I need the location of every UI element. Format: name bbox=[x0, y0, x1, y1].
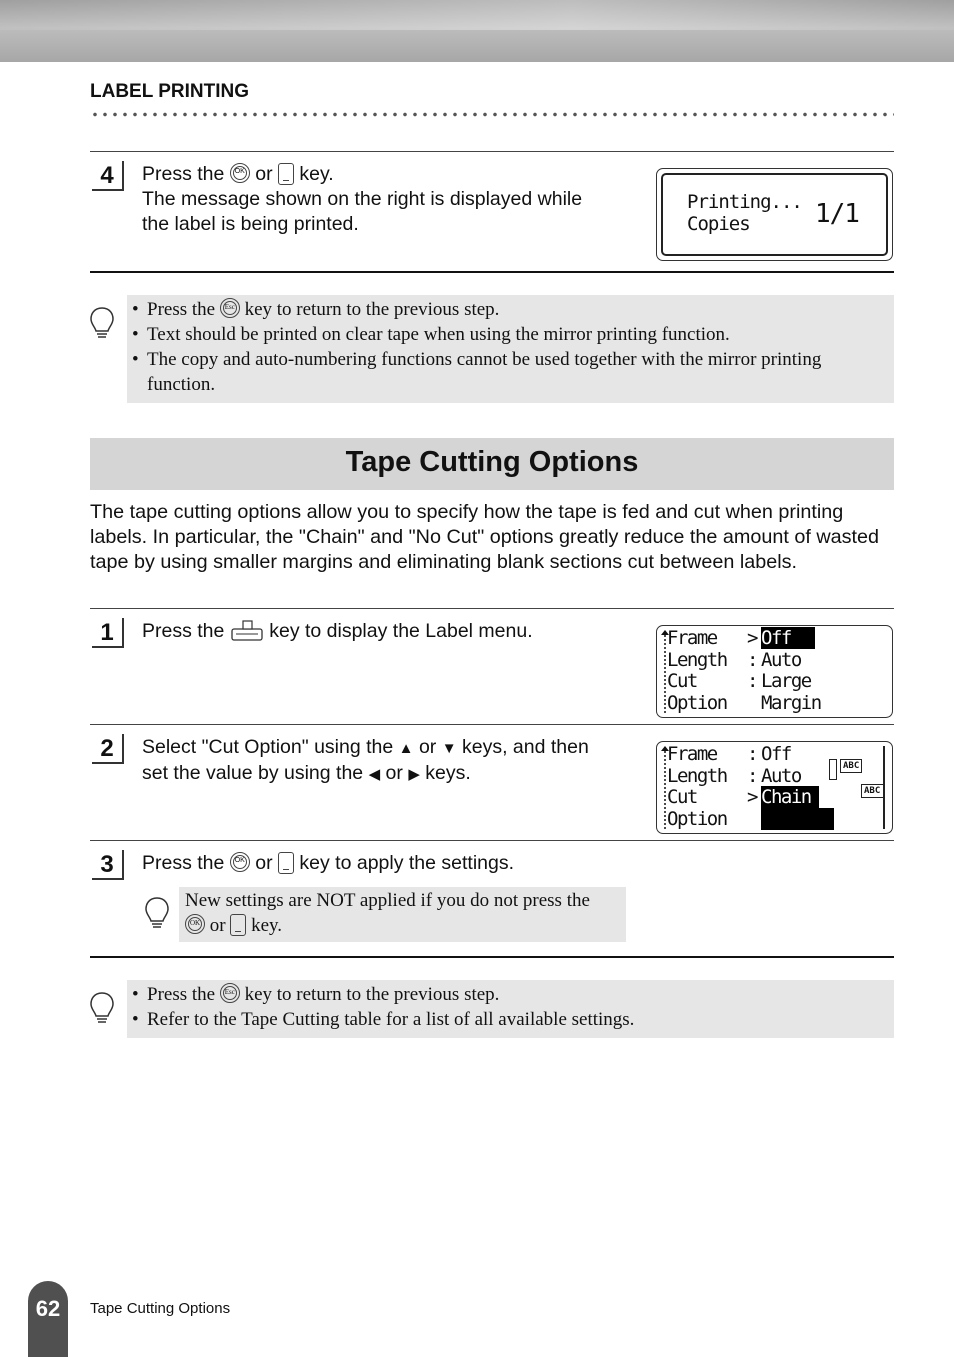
esc-icon: Esc bbox=[220, 298, 240, 318]
divider bbox=[90, 151, 894, 152]
lcd-line: Copies bbox=[687, 213, 750, 235]
enter-key-icon bbox=[230, 914, 246, 936]
left-arrow-icon: ◀ bbox=[368, 766, 381, 783]
lcd-edge bbox=[883, 746, 885, 829]
right-arrow-icon: ▶ bbox=[408, 766, 420, 783]
divider bbox=[90, 724, 894, 725]
esc-icon: Esc bbox=[220, 983, 240, 1003]
lcd-menu-values: Off Auto Chain bbox=[761, 744, 834, 830]
lcd-colons: : : > bbox=[747, 743, 757, 808]
ok-icon: OK bbox=[185, 914, 205, 934]
lcd-menu-values: Off Auto Large Margin bbox=[761, 627, 821, 714]
list-item: • Press the Esc key to return to the previous step. bbox=[127, 297, 874, 322]
lcd-menu-labels: Frame Length Cut Option bbox=[667, 627, 727, 714]
tape-preview-icon bbox=[829, 759, 837, 780]
divider bbox=[90, 271, 894, 273]
list-item: • Refer to the Tape Cutting table for a list of all available settings. bbox=[127, 1007, 894, 1032]
hint-bulb-icon bbox=[89, 306, 115, 342]
enter-key-icon bbox=[278, 852, 294, 874]
lcd-colons: > : : bbox=[747, 627, 757, 692]
header-band bbox=[0, 0, 954, 62]
text: key. bbox=[299, 163, 334, 185]
page-title: Tape Cutting Options bbox=[345, 446, 639, 478]
section-heading bbox=[90, 438, 894, 490]
lcd-printing-display bbox=[656, 168, 893, 261]
text: Press the bbox=[142, 163, 225, 185]
step-number: 2 bbox=[92, 734, 124, 764]
step-3-text: Press the OK or key to apply the settings. bbox=[142, 852, 515, 874]
text: or bbox=[255, 163, 273, 185]
lcd-line: Printing... bbox=[687, 191, 802, 213]
dotted-divider bbox=[90, 112, 894, 117]
chain-preview-label: ABC bbox=[861, 784, 884, 798]
ok-icon: OK bbox=[230, 163, 250, 183]
step-number: 1 bbox=[92, 618, 124, 648]
lcd-text bbox=[687, 191, 802, 235]
list-item: • Text should be printed on clear tape when using the mirror printing function. bbox=[127, 322, 874, 347]
up-arrow-icon: ▲ bbox=[398, 740, 414, 757]
hint-bulb-icon bbox=[144, 896, 170, 932]
divider bbox=[90, 956, 894, 958]
chain-preview-label: ABC bbox=[840, 759, 862, 773]
text: The message shown on the right is displayed while bbox=[142, 188, 583, 210]
note-box: New settings are NOT applied if you do not press the OK or key. bbox=[179, 887, 626, 942]
hint-bulb-icon bbox=[89, 991, 115, 1027]
section-title: LABEL PRINTING bbox=[90, 81, 250, 102]
step-1-text: Press the key to display the Label menu. bbox=[142, 620, 533, 642]
list-item: • The copy and auto-numbering functions cannot be used together with the mirror printing function. bbox=[127, 347, 874, 397]
ok-icon: OK bbox=[230, 852, 250, 872]
intro-paragraph: The tape cutting options allow you to specify how the tape is fed and cut when printing labels. In particular, the "Chain" and "No Cut" options greatly reduce the amount of wasted tape by using smaller margins and eliminating blank sections cut between labels. bbox=[90, 501, 880, 573]
divider bbox=[90, 840, 894, 841]
tip-box bbox=[127, 295, 894, 403]
step-2-text: Select "Cut Option" using the ▲ or ▼ keys, and then set the value by using the ◀ or ▶ keys. bbox=[142, 735, 652, 787]
step-4-text bbox=[142, 162, 642, 237]
divider bbox=[90, 608, 894, 609]
footer-title: Tape Cutting Options bbox=[90, 1300, 231, 1317]
page-number: 62 bbox=[28, 1281, 68, 1357]
tip-box bbox=[127, 980, 894, 1038]
step-number: 3 bbox=[92, 850, 124, 880]
label-key-icon bbox=[230, 620, 264, 642]
text: the label is being printed. bbox=[142, 213, 359, 235]
lcd-menu-labels: Frame Length Cut Option bbox=[667, 743, 727, 830]
lcd-label-menu bbox=[656, 625, 893, 718]
lcd-counter: 1/1 bbox=[815, 199, 859, 229]
list-item: • Press the Esc key to return to the previous step. bbox=[127, 982, 894, 1007]
down-arrow-icon: ▼ bbox=[441, 740, 457, 757]
enter-key-icon bbox=[278, 163, 294, 185]
lcd-cut-option bbox=[656, 741, 893, 834]
step-number: 4 bbox=[92, 161, 124, 191]
